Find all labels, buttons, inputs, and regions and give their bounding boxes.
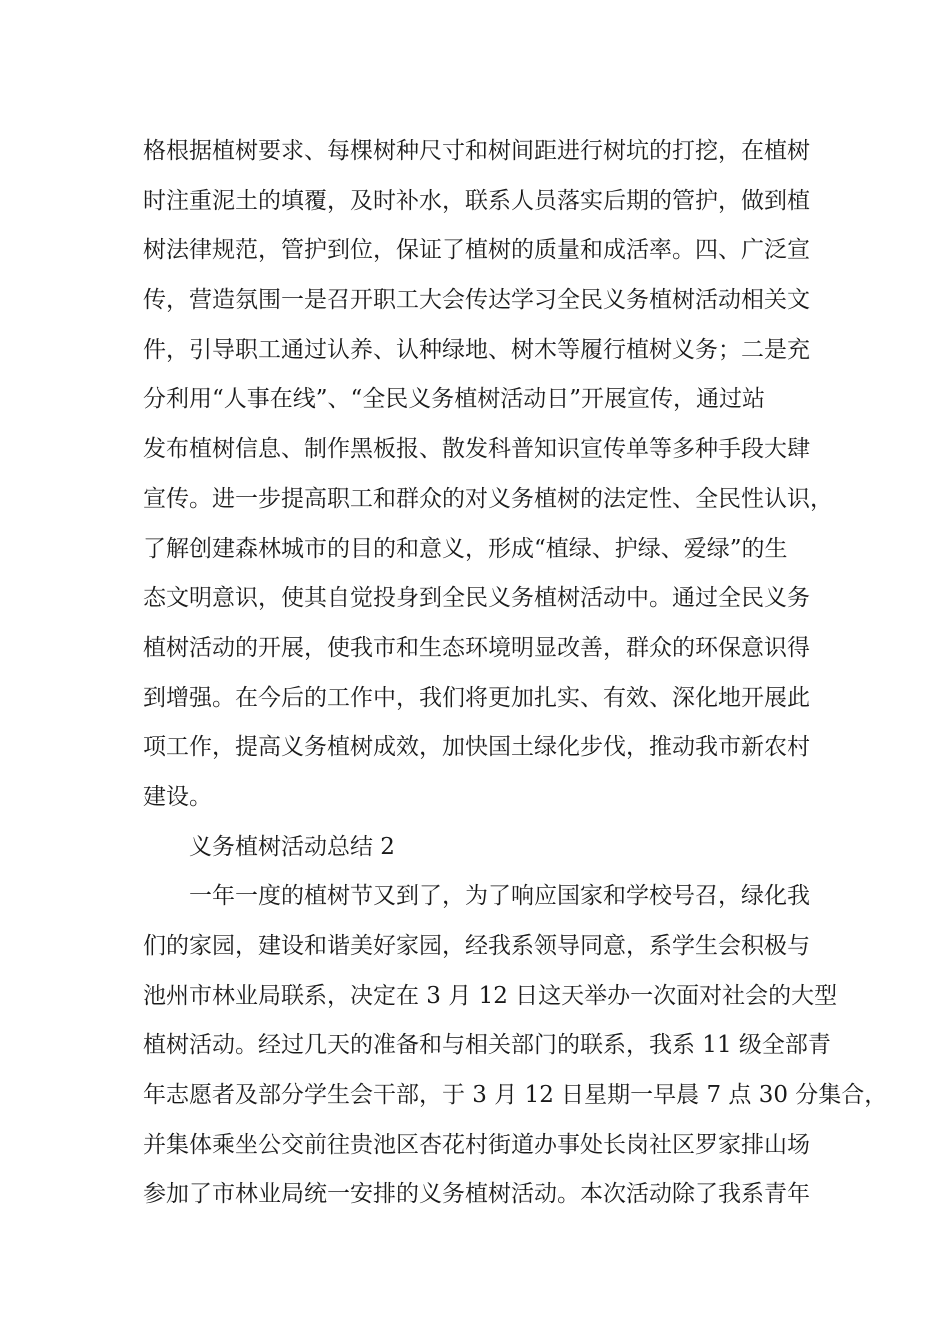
paragraph2-line-6: 并集体乘坐公交前往贵池区杏花村街道办事处长岗社区罗家排山场: [143, 1131, 810, 1158]
paragraph1-line-5: 件，引导职工通过认养、认种绿地、树木等履行植树义务；二是充: [143, 336, 810, 363]
paragraph2-line-2: 们的家园，建设和谐美好家园，经我系领导同意，系学生会积极与: [143, 933, 810, 959]
paragraph1-line-11: 植树活动的开展，使我市和生态环境明显改善，群众的环保意识得: [143, 634, 810, 661]
paragraph1-line-9: 了解创建森林城市的目的和意义，形成“植绿、护绿、爱绿”的生: [143, 535, 788, 562]
paragraph1-line-14: 建设。: [143, 783, 212, 810]
paragraph1-line-3: 树法律规范，管护到位，保证了植树的质量和成活率。四、广泛宣: [143, 237, 810, 264]
paragraph2-line-4: 植树活动。经过几天的准备和与相关部门的联系，我系 11 级全部青: [143, 1032, 831, 1059]
paragraph1-line-1: 格根据植树要求、每棵树种尺寸和树间距进行树坑的打挖，在植树: [143, 138, 810, 164]
paragraph2-line-1: 一年一度的植树节又到了，为了响应国家和学校号召，绿化我: [189, 883, 810, 910]
section-title: 义务植树活动总结 2: [189, 833, 395, 860]
paragraph2-line-3: 池州市林业局联系，决定在 3 月 12 日这天举办一次面对社会的大型: [143, 982, 838, 1009]
paragraph1-line-2: 时注重泥土的填覆，及时补水，联系人员落实后期的管护，做到植: [143, 187, 810, 214]
document-body: [143, 127, 888, 1220]
paragraph1-line-10: 态文明意识，使其自觉投身到全民义务植树活动中。通过全民义务: [143, 585, 810, 612]
paragraph1-line-4: 传，营造氛围一是召开职工大会传达学习全民义务植树活动相关文: [143, 287, 810, 314]
paragraph1-line-13: 项工作，提高义务植树成效，加快国土绿化步伐，推动我市新农村: [143, 734, 810, 761]
paragraph1-line-12: 到增强。在今后的工作中，我们将更加扎实、有效、深化地开展此: [143, 684, 810, 711]
paragraph2-line-7: 参加了市林业局统一安排的义务植树活动。本次活动除了我系青年: [143, 1181, 810, 1208]
paragraph2-line-5: 年志愿者及部分学生会干部，于 3 月 12 日星期一早晨 7 点 30 分集合，: [143, 1082, 888, 1109]
paragraph1-line-8: 宣传。进一步提高职工和群众的对义务植树的法定性、全民性认识，: [143, 485, 833, 512]
paragraph1-line-7: 发布植树信息、制作黑板报、散发科普知识宣传单等多种手段大肆: [143, 436, 810, 463]
paragraph1-line-6: 分利用“人事在线”、“全民义务植树活动日”开展宣传，通过站: [143, 386, 766, 413]
